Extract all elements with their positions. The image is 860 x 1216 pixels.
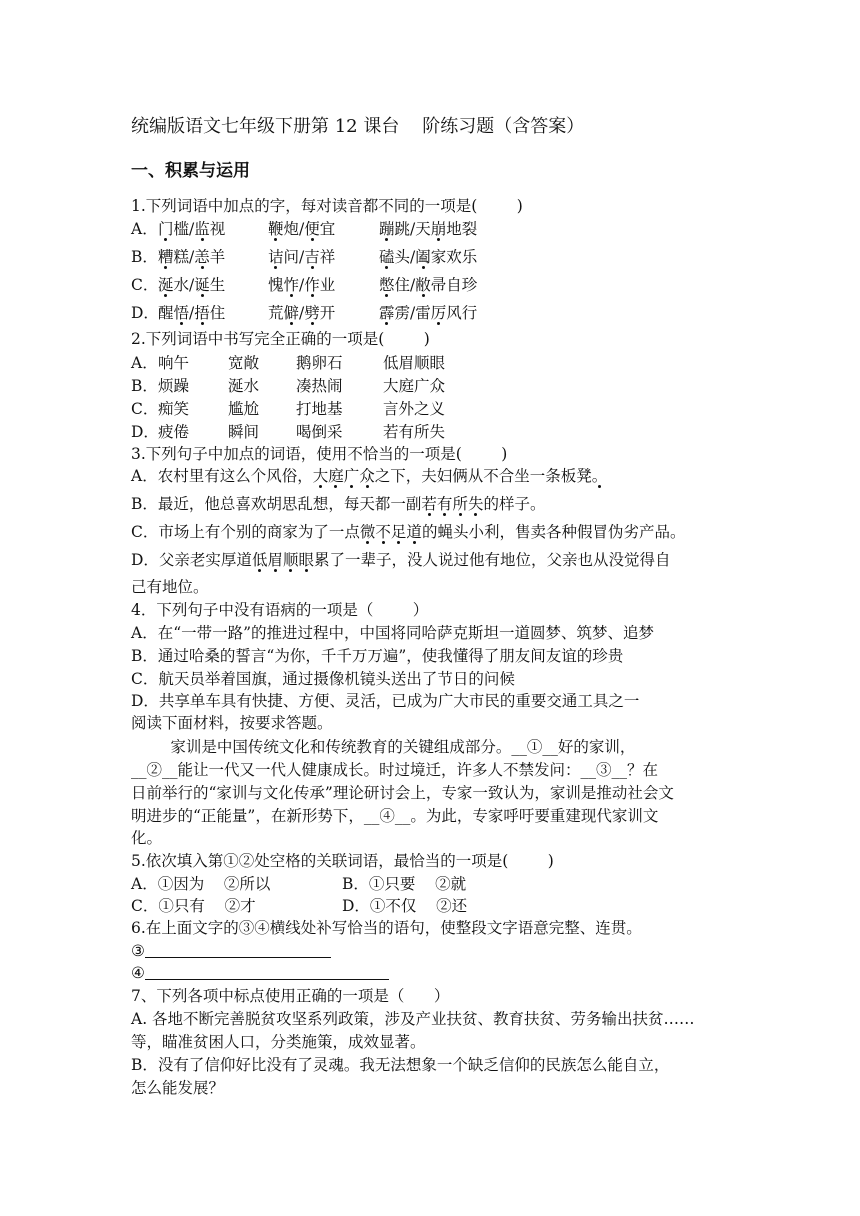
q6-blank-4-label: ④ [131, 964, 145, 982]
q2-d-label: D． [131, 423, 159, 441]
q4-option-d: D．共享单车具有快捷、方便、灵活，已成为广大市民的重要交通工具之一 [131, 692, 640, 710]
q2-a-c3: 鹅卵石 [296, 354, 343, 372]
q1-c-label: C． [131, 276, 159, 294]
q4-option-a: A．在“一带一路”的推进过程中，中国将同哈萨克斯坦一道圆梦、筑梦、追梦 [131, 624, 655, 642]
q7-option-a-line1: A. 各地不断完善脱贫攻坚系列政策，涉及产业扶贫、教育扶贫、劳务输出扶贫…… [131, 1010, 695, 1028]
q6-blank-4-line[interactable] [145, 963, 389, 980]
q2-a-c4: 低眉顺眼 [383, 354, 446, 372]
q3-option-c: C．市场上有个别的商家为了一点微不足道的蝇头小利，售卖各种假冒伪劣产品。 [131, 523, 686, 541]
q5-option-b: B．①只要 ②就 [342, 875, 467, 893]
q2-stem: 2.下列词语中书写完全正确的一项是( ) [131, 330, 430, 348]
q7-option-b-line2: 怎么能发展？ [131, 1079, 225, 1097]
reading-line-4: 明进步的“正能量”，在新形势下，__④__。为此，专家呼吁要重建现代家训文 [131, 807, 659, 825]
section-heading: 一、积累与运用 [131, 161, 250, 181]
reading-line-1: 家训是中国传统文化和传统教育的关键组成部分。__①__好的家训， [131, 738, 636, 756]
q7-option-b-line1: B．没有了信仰好比没有了灵魂。我无法想象一个缺乏信仰的民族怎么能自立， [131, 1056, 670, 1074]
q1-b-c3: 磕头/阖家欢乐 [379, 248, 478, 266]
q1-stem: 1.下列词语中加点的字，每对读音都不同的一项是( ) [131, 197, 523, 215]
reading-line-5: 化。 [131, 829, 163, 847]
q7-option-a-line2: 等，瞄准贫困人口，分类施策，成效显著。 [131, 1033, 426, 1051]
q5-option-a: A．①因为 ②所以 [131, 875, 271, 893]
q2-d-c3: 喝倒采 [296, 423, 343, 441]
q1-c-c2: 愧怍/作业 [268, 276, 336, 294]
q3-option-a: A．农村里有这么个风俗，大庭广众之下，夫妇俩从不合坐一条板凳。 [131, 467, 608, 485]
q5-stem: 5.依次填入第①②处空格的关联词语，最恰当的一项是( ) [131, 852, 554, 870]
q2-c-c3: 打地基 [296, 400, 343, 418]
q2-b-c4: 大庭广众 [383, 377, 446, 395]
q5-option-d: D．①不仅 ②还 [342, 897, 468, 915]
q6-blank-4[interactable] [131, 962, 389, 984]
q2-b-label: B． [131, 377, 158, 395]
q6-blank-3[interactable] [131, 940, 331, 962]
q2-d-c4: 若有所失 [383, 423, 446, 441]
q4-option-b: B．通过哈桑的誓言“为你，千千万万遍”，使我懂得了朋友间友谊的珍贵 [131, 647, 624, 665]
reading-line-2: __②__能让一代又一代人健康成长。时过境迁，许多人不禁发问：__③__？在 [131, 761, 659, 779]
q1-b-c2: 诘问/吉祥 [268, 248, 336, 266]
q6-stem: 6.在上面文字的③④横线处补写恰当的语句，使整段文字语意完整、连贯。 [131, 919, 642, 937]
q2-a-label: A． [131, 354, 158, 372]
q1-d-c2: 荒僻/劈开 [268, 304, 336, 322]
q2-c-label: C． [131, 400, 159, 418]
q1-d-c3: 霹雳/雷厉风行 [379, 304, 478, 322]
q1-b-c1: 糟糕/恙羊 [158, 248, 226, 266]
q2-a-c1: 响午 [158, 354, 190, 372]
q3-option-d-line1: D．父亲老实厚道低眉顺眼累了一辈子，没人说过他有地位，父亲也从没觉得自 [131, 551, 671, 569]
q1-d-c1: 醒悟/捂住 [158, 304, 226, 322]
q4-option-c: C．航天员举着国旗，通过摄像机镜头送出了节日的问候 [131, 670, 515, 688]
q3-option-b: B．最近，他总喜欢胡思乱想，每天都一副若有所失的样子。 [131, 495, 546, 513]
q2-c-c2: 尴尬 [228, 400, 260, 418]
q1-c-c1: 涎水/诞生 [158, 276, 226, 294]
q7-stem: 7、下列各项中标点使用正确的一项是（ ） [131, 987, 450, 1005]
document-title: 统编版语文七年级下册第 12 课台 阶练习题（含答案） [131, 116, 585, 137]
q1-b-label: B． [131, 248, 158, 266]
q1-a-label: A． [131, 220, 158, 238]
q2-a-c2: 宽敞 [228, 354, 260, 372]
q2-d-c2: 瞬间 [228, 423, 260, 441]
q3-option-d-line2: 己有地位。 [131, 578, 209, 596]
q1-a-c2: 鞭炮/便宜 [268, 220, 336, 238]
q1-d-label: D． [131, 304, 159, 322]
q1-c-c3: 憋住/敝帚自珍 [379, 276, 478, 294]
q2-c-c1: 痴笑 [158, 400, 190, 418]
q2-b-c1: 烦躁 [158, 377, 190, 395]
q2-b-c2: 涎水 [228, 377, 260, 395]
reading-line-3: 日前举行的“家训与文化传承”理论研讨会上，专家一致认为，家训是推动社会文 [131, 784, 674, 802]
q2-c-c4: 言外之义 [383, 400, 446, 418]
q1-a-c1: 门槛/监视 [158, 220, 226, 238]
reading-intro: 阅读下面材料，按要求答题。 [131, 714, 333, 732]
q3-stem: 3.下列句子中加点的词语，使用不恰当的一项是( ) [131, 445, 508, 463]
q2-b-c3: 凑热闹 [296, 377, 343, 395]
q2-d-c1: 疲倦 [158, 423, 190, 441]
q4-stem: 4．下列句子中没有语病的一项是（ ） [131, 601, 429, 619]
q6-blank-3-line[interactable] [145, 941, 331, 958]
q6-blank-3-label: ③ [131, 942, 145, 960]
q1-a-c3: 蹦跳/天崩地裂 [379, 220, 478, 238]
q5-option-c: C．①只有 ②才 [131, 897, 256, 915]
